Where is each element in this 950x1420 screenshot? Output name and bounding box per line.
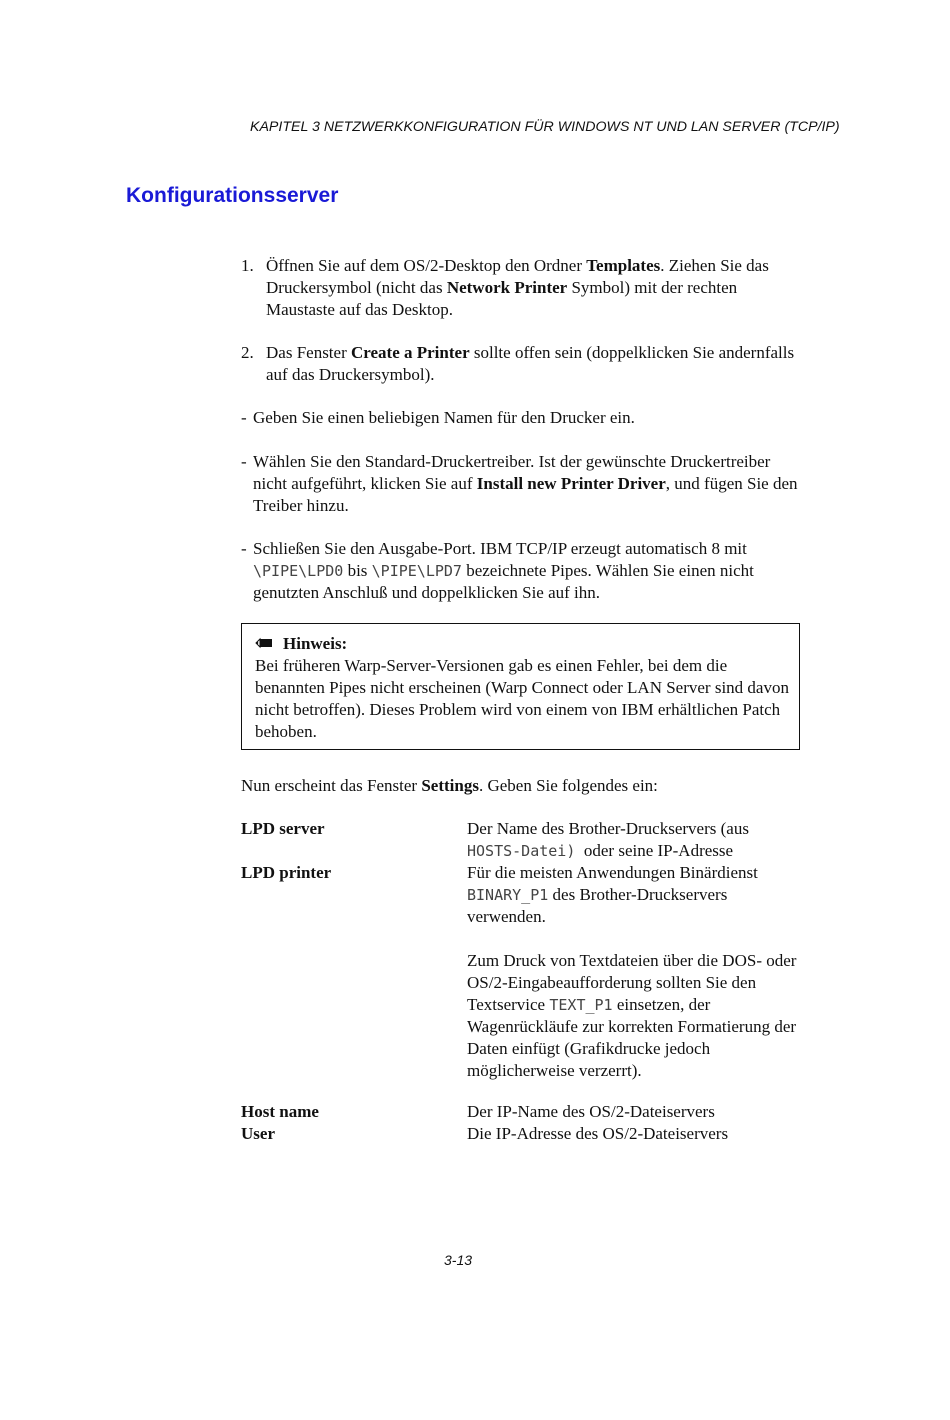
- definition-description: Die IP-Adresse des OS/2-Dateiservers: [467, 1124, 729, 1143]
- pipe-name: \PIPE\LPD0: [253, 562, 344, 580]
- button-name: Install new Printer Driver: [476, 474, 666, 493]
- definition-description: Für die meisten Anwendungen Binärdienst BINARY_P1 des Brother-Druckservers verwenden. Zum Druck von Textdateien über die DOS- oder OS/2-Eingabeaufforderung sollten Sie den Textservice TEXT_P1 einsetzen, der Wagenrückläufe zur korrekten Formatierung der Daten einfügt (Grafikdrucke jedoch möglicherweise verzerrt).: [467, 863, 797, 1080]
- definition-term: LPD server: [241, 819, 325, 838]
- definition-description: Der IP-Name des OS/2-Dateiservers: [467, 1102, 715, 1121]
- note-box: [241, 623, 800, 750]
- page-number: 3-13: [444, 1252, 473, 1268]
- step-text: Das Fenster Create a Printer sollte offen sein (doppelklicken Sie andernfalls auf das Druckersymbol).: [266, 343, 795, 384]
- service-name: BINARY_P1: [467, 886, 549, 904]
- section-title: Konfigurationsserver: [126, 184, 339, 207]
- service-name: TEXT_P1: [549, 996, 613, 1014]
- window-name: Create a Printer: [350, 343, 470, 362]
- folder-name: Templates: [586, 256, 661, 275]
- definition-description: Der Name des Brother-Druckservers (aus HOSTS-Datei) oder seine IP-Adresse: [467, 819, 749, 860]
- step-text: Öffnen Sie auf dem OS/2-Desktop den Ordner Templates. Ziehen Sie das Druckersymbol (nicht das Network Printer Symbol) mit der rechten Maustaste auf das Desktop.: [266, 256, 769, 319]
- definition-term: User: [241, 1124, 275, 1143]
- definition-term: Host name: [241, 1102, 319, 1121]
- settings-intro: Nun erscheint das Fenster Settings. Geben Sie folgendes ein:: [241, 776, 658, 795]
- definition-term: LPD printer: [241, 863, 332, 882]
- symbol-name: Network Printer: [446, 278, 568, 297]
- window-name: Settings: [421, 776, 479, 795]
- note-text: Bei früheren Warp-Server-Versionen gab es einen Fehler, bei dem die benannten Pipes nicht erscheinen (Warp Connect oder LAN Server sind davon nicht betroffen). Dieses Problem wird von einem von IBM erhältlichen Patch behoben.: [255, 656, 789, 741]
- step-number: 1.: [241, 256, 254, 275]
- note-heading: Hinweis:: [255, 633, 347, 655]
- file-name: HOSTS-Datei): [467, 842, 576, 860]
- pipe-name: \PIPE\LPD7: [371, 562, 462, 580]
- step-number: 2.: [241, 343, 254, 362]
- running-header: KAPITEL 3 NETZWERKKONFIGURATION FÜR WINDOWS NT UND LAN SERVER (TCP/IP): [250, 119, 840, 135]
- pencil-icon: [255, 633, 273, 655]
